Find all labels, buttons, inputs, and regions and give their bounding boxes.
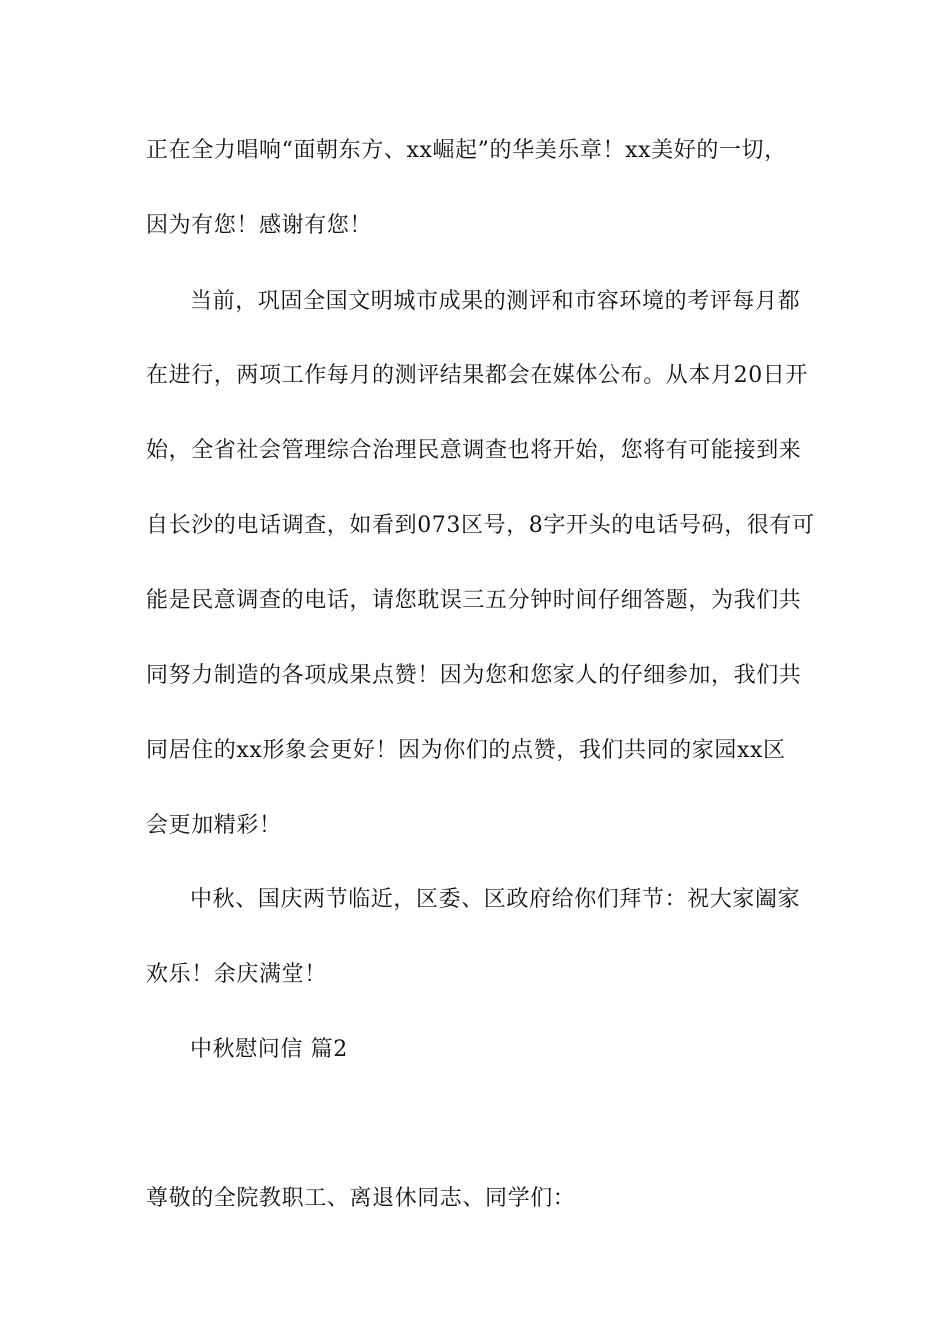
paragraph-line: 始，全省社会管理综合治理民意调查也将开始，您将有可能接到来 xyxy=(146,438,802,463)
paragraph-line: 能是民意调查的电话，请您耽误三五分钟时间仔细答题，为我们共 xyxy=(146,588,802,613)
paragraph-line: 同努力制造的各项成果点赞！因为您和您家人的仔细参加，我们共 xyxy=(146,663,802,688)
paragraph-line: 自长沙的电话调查，如看到073区号，8字开头的电话号码，很有可 xyxy=(146,513,815,538)
section-heading: 中秋慰问信 篇2 xyxy=(190,1037,348,1062)
paragraph-line: 同居住的xx形象会更好！因为你们的点赞，我们共同的家园xx区 xyxy=(146,738,786,763)
paragraph-line: 中秋、国庆两节临近，区委、区政府给你们拜节：祝大家阖家 xyxy=(190,887,801,912)
paragraph-line: 在进行，两项工作每月的测评结果都会在媒体公布。从本月20日开 xyxy=(146,363,808,388)
paragraph-line: 当前，巩固全国文明城市成果的测评和市容环境的考评每月都 xyxy=(190,289,801,314)
paragraph-line: 会更加精彩！ xyxy=(146,813,282,838)
salutation-line: 尊敬的全院教职工、离退休同志、同学们： xyxy=(146,1186,576,1211)
paragraph-line: 正在全力唱响“面朝东方、xx崛起”的华美乐章！xx美好的一切， xyxy=(146,138,787,163)
paragraph-line: 欢乐！余庆满堂！ xyxy=(146,962,327,987)
paragraph-line: 因为有您！感谢有您！ xyxy=(146,213,373,238)
